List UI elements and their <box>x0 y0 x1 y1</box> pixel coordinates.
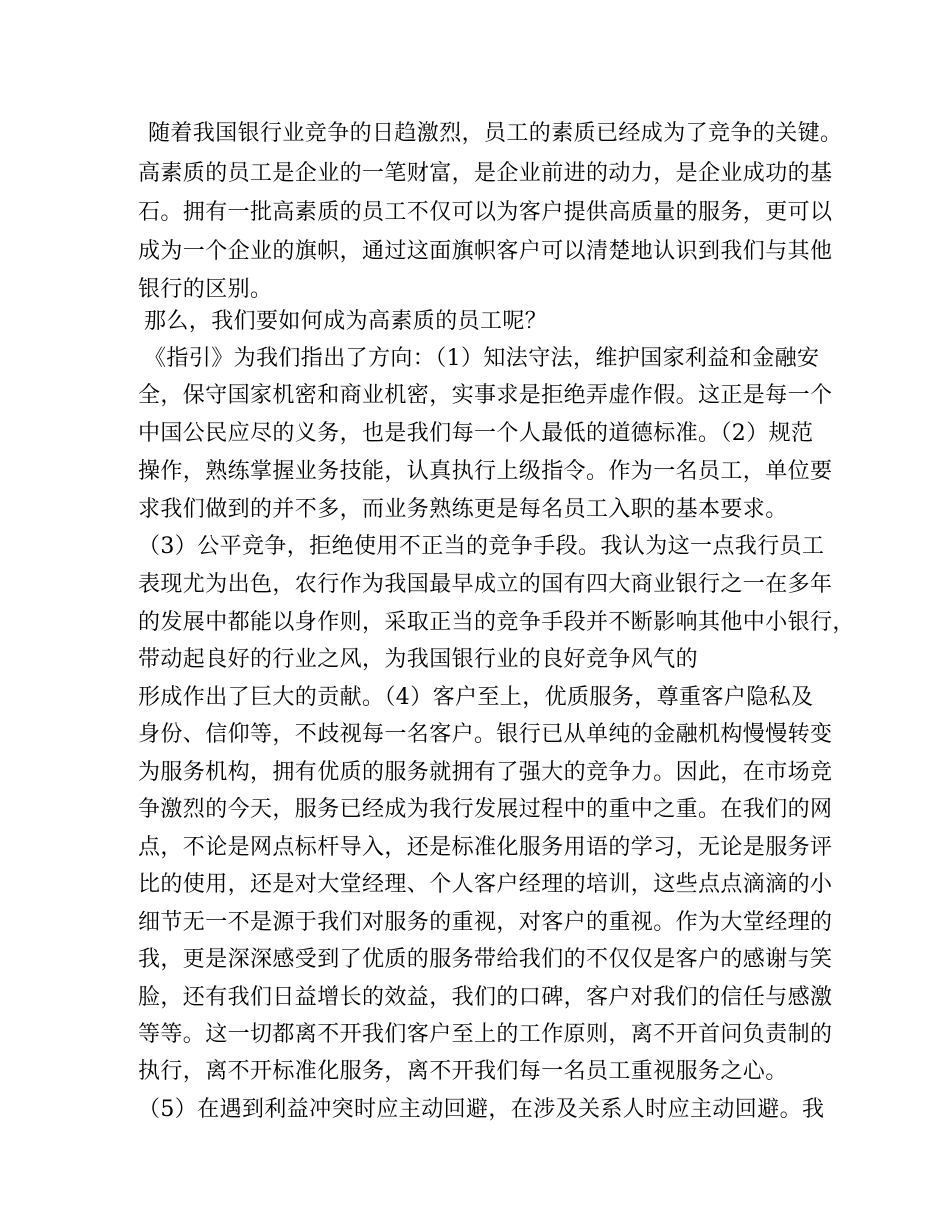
text-line-14: 的发展中都能以身作则，采取正当的竞争手段并不断影响其他中小银行， <box>138 610 855 635</box>
text-line-9: 中国公民应尽的义务，也是我们每一个人最低的道德标准。（2）规范 <box>138 421 814 446</box>
text-line-21: 比的使用，还是对大堂经理、个人客户经理的培训，这些点点滴滴的小 <box>138 872 833 897</box>
text-line-11: 求我们做到的并不多，而业务熟练更是每名员工入职的基本要求。 <box>138 497 788 522</box>
text-line-19: 争激烈的今天，服务已经成为我行发展过程中的重中之重。在我们的网 <box>138 797 833 822</box>
text-line-2: 高素质的员工是企业的一笔财富，是企业前进的动力，是企业成功的基 <box>138 161 833 186</box>
text-line-1: 随着我国银行业竞争的日趋激烈，员工的素质已经成为了竞争的关键。 <box>148 121 843 146</box>
text-line-25: 等等。这一切都离不开我们客户至上的工作原则，离不开首问负责制的 <box>138 1022 833 1047</box>
text-line-8: 全，保守国家机密和商业机密，实事求是拒绝弄虚作假。这正是每一个 <box>138 383 833 408</box>
text-line-7: 《指引》为我们指出了方向：（1）知法守法，维护国家利益和金融安 <box>144 346 820 371</box>
text-line-12: （3）公平竞争，拒绝使用不正当的竞争手段。我认为这一点我行员工 <box>138 534 825 559</box>
text-line-5: 银行的区别。 <box>138 277 273 302</box>
text-line-26: 执行，离不开标准化服务，离不开我们每一名员工重视服务之心。 <box>138 1059 788 1084</box>
text-line-24: 脸，还有我们日益增长的效益，我们的口碑，客户对我们的信任与感激 <box>138 985 833 1010</box>
text-line-13: 表现尤为出色，农行作为我国最早成立的国有四大商业银行之一在多年 <box>138 572 833 597</box>
text-line-27: （5）在遇到利益冲突时应主动回避，在涉及关系人时应主动回避。我 <box>138 1097 825 1122</box>
text-line-4: 成为一个企业的旗帜，通过这面旗帜客户可以清楚地认识到我们与其他 <box>138 239 833 264</box>
text-line-16: 形成作出了巨大的贡献。（4）客户至上，优质服务，尊重客户隐私及 <box>138 685 814 710</box>
text-line-23: 我，更是深深感受到了优质的服务带给我们的不仅仅是客户的感谢与笑 <box>138 947 833 972</box>
text-line-22: 细节无一不是源于我们对服务的重视，对客户的重视。作为大堂经理的 <box>138 910 833 935</box>
text-line-15: 带动起良好的行业之风，为我国银行业的良好竞争风气的 <box>138 647 699 672</box>
text-line-20: 点，不论是网点标杆导入，还是标准化服务用语的学习，无论是服务评 <box>138 835 833 860</box>
text-line-18: 为服务机构，拥有优质的服务就拥有了强大的竞争力。因此，在市场竞 <box>138 760 833 785</box>
text-line-6: 那么，我们要如何成为高素质的员工呢？ <box>144 309 548 334</box>
text-line-3: 石。拥有一批高素质的员工不仅可以为客户提供高质量的服务，更可以 <box>138 200 833 225</box>
text-line-10: 操作，熟练掌握业务技能，认真执行上级指令。作为一名员工，单位要 <box>138 459 833 484</box>
text-line-17: 身份、信仰等，不歧视每一名客户。银行已从单纯的金融机构慢慢转变 <box>138 722 833 747</box>
